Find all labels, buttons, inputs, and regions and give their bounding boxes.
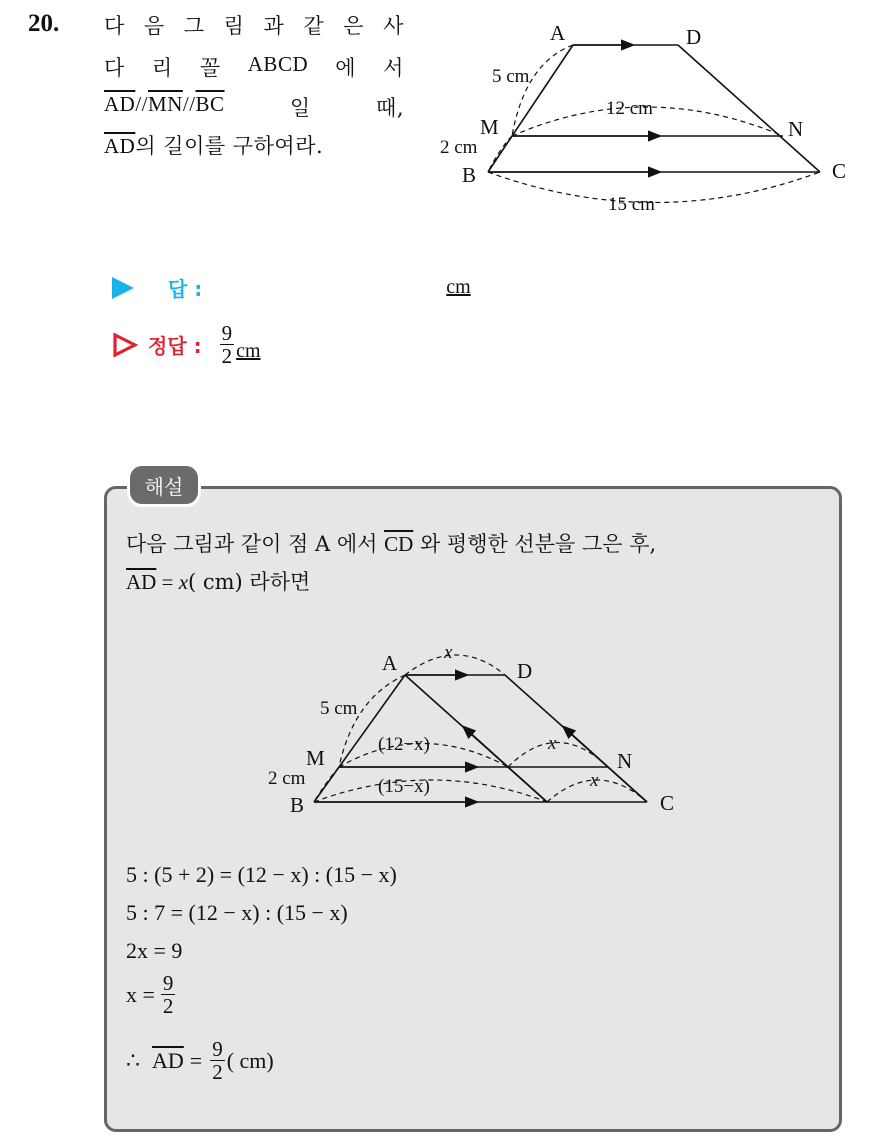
equals-sign: = — [189, 1047, 203, 1073]
result-fraction — [210, 1038, 225, 1083]
label-bot-right: x — [590, 770, 599, 791]
label-am: 5 cm — [320, 698, 358, 719]
question-line-4 — [104, 130, 323, 160]
point-b-label: B — [290, 793, 305, 817]
word: 서 — [383, 56, 404, 80]
play-triangle-icon — [112, 277, 134, 299]
label-bot-left: (15−x) — [378, 776, 430, 797]
segment-ad: $\overline{AD}$ — [104, 92, 136, 116]
equation-fraction — [161, 972, 176, 1017]
segment-ad: $\overline{AD}$ — [126, 570, 157, 594]
label-am: 5 cm — [492, 66, 530, 87]
correct-answer-label: 정답 : — [148, 334, 202, 359]
word: 일 — [289, 96, 311, 120]
fraction-numerator: 9 — [212, 1037, 223, 1061]
trapezoid-figure — [430, 18, 860, 223]
solution-definition — [126, 566, 310, 596]
outlined-triangle-icon — [112, 332, 138, 358]
equation-3: 2x = 9 — [126, 938, 183, 963]
point-c-label: C — [660, 791, 675, 815]
correct-answer-unit: cm — [236, 340, 261, 363]
equals-sign: = — [156, 570, 179, 594]
point-m-label: M — [306, 746, 325, 770]
result-unit: ( cm) — [226, 1047, 274, 1073]
solution-tag: 해설 — [130, 466, 198, 504]
point-a-label: A — [382, 651, 398, 675]
question-line-1 — [104, 10, 404, 40]
word: 림 — [223, 14, 245, 38]
equation-1: 5 : (5 + 2) = (12 − x) : (15 − x) — [126, 862, 397, 887]
point-n-label: N — [617, 749, 633, 773]
label-mb: 2 cm — [440, 137, 478, 158]
word: 꼴 — [199, 56, 221, 80]
label-mid-right: x — [548, 733, 557, 754]
point-n-label: N — [788, 117, 804, 141]
intro-text: 다음 그림과 같이 점 A 에서 — [126, 532, 385, 556]
segment-mn: $\overline{MN}$ — [148, 92, 183, 116]
fraction-denominator: 2 — [212, 1060, 223, 1085]
point-b-label: B — [462, 163, 477, 187]
word: 은 — [343, 14, 365, 38]
definition-text: ( cm) 라하면 — [188, 570, 311, 594]
word: 과 — [263, 14, 285, 38]
equation-5 — [126, 1038, 274, 1083]
question-text: 의 길이를 구하여라. — [135, 134, 324, 158]
equation-4 — [126, 972, 177, 1017]
fraction-numerator: 9 — [162, 971, 174, 995]
segment-bc: $\overline{BC}$ — [195, 92, 225, 116]
question-number: 20. — [28, 10, 60, 37]
correct-answer-row — [112, 322, 261, 367]
solution-intro — [126, 528, 656, 558]
segment-cd: $\overline{CD}$ — [384, 532, 414, 556]
answer-label: 답 : — [168, 277, 203, 301]
variable-x: x — [178, 570, 189, 594]
label-top-x: x — [444, 642, 453, 663]
label-mn: 12 cm — [606, 98, 653, 119]
word: 그 — [183, 14, 205, 38]
intro-text: 와 평행한 선분을 그은 후, — [413, 532, 657, 556]
answer-blank-unit[interactable]: cm — [446, 276, 471, 298]
word: 에 — [335, 56, 357, 80]
word: ABCD — [247, 52, 309, 76]
word: 같 — [303, 14, 325, 38]
point-d-label: D — [686, 25, 702, 49]
segment-ad: $\overline{AD}$ — [104, 134, 136, 158]
question-line-3 — [104, 92, 404, 122]
word: 다 — [104, 56, 125, 80]
question-line-2 — [104, 52, 404, 82]
correct-answer-fraction — [220, 322, 235, 367]
label-mid-left: (12−x) — [378, 734, 430, 755]
point-a-label: A — [550, 21, 566, 45]
point-c-label: C — [832, 159, 847, 183]
equation-lhs: x = — [126, 981, 155, 1007]
equation-2: 5 : 7 = (12 − x) : (15 − x) — [126, 900, 348, 925]
trapezoid-solution-figure — [262, 640, 692, 830]
word: 음 — [143, 14, 165, 38]
point-m-label: M — [480, 115, 499, 139]
fraction-denominator: 2 — [221, 344, 233, 369]
fraction-numerator: 9 — [221, 321, 233, 345]
word: 때, — [376, 96, 404, 120]
point-d-label: D — [517, 659, 533, 683]
therefore-symbol: ∴ — [126, 1047, 140, 1073]
answer-blank-row — [112, 273, 471, 302]
label-mb: 2 cm — [268, 768, 306, 789]
word: 리 — [151, 56, 173, 80]
word: 다 — [104, 14, 125, 38]
fraction-denominator: 2 — [162, 994, 174, 1019]
segment-ad: $\overline{AD}$ — [152, 1047, 184, 1073]
parallel-sign: // — [182, 92, 196, 116]
label-bc: 15 cm — [608, 194, 655, 215]
parallel-sign: // — [135, 92, 149, 116]
word: 사 — [383, 14, 404, 38]
